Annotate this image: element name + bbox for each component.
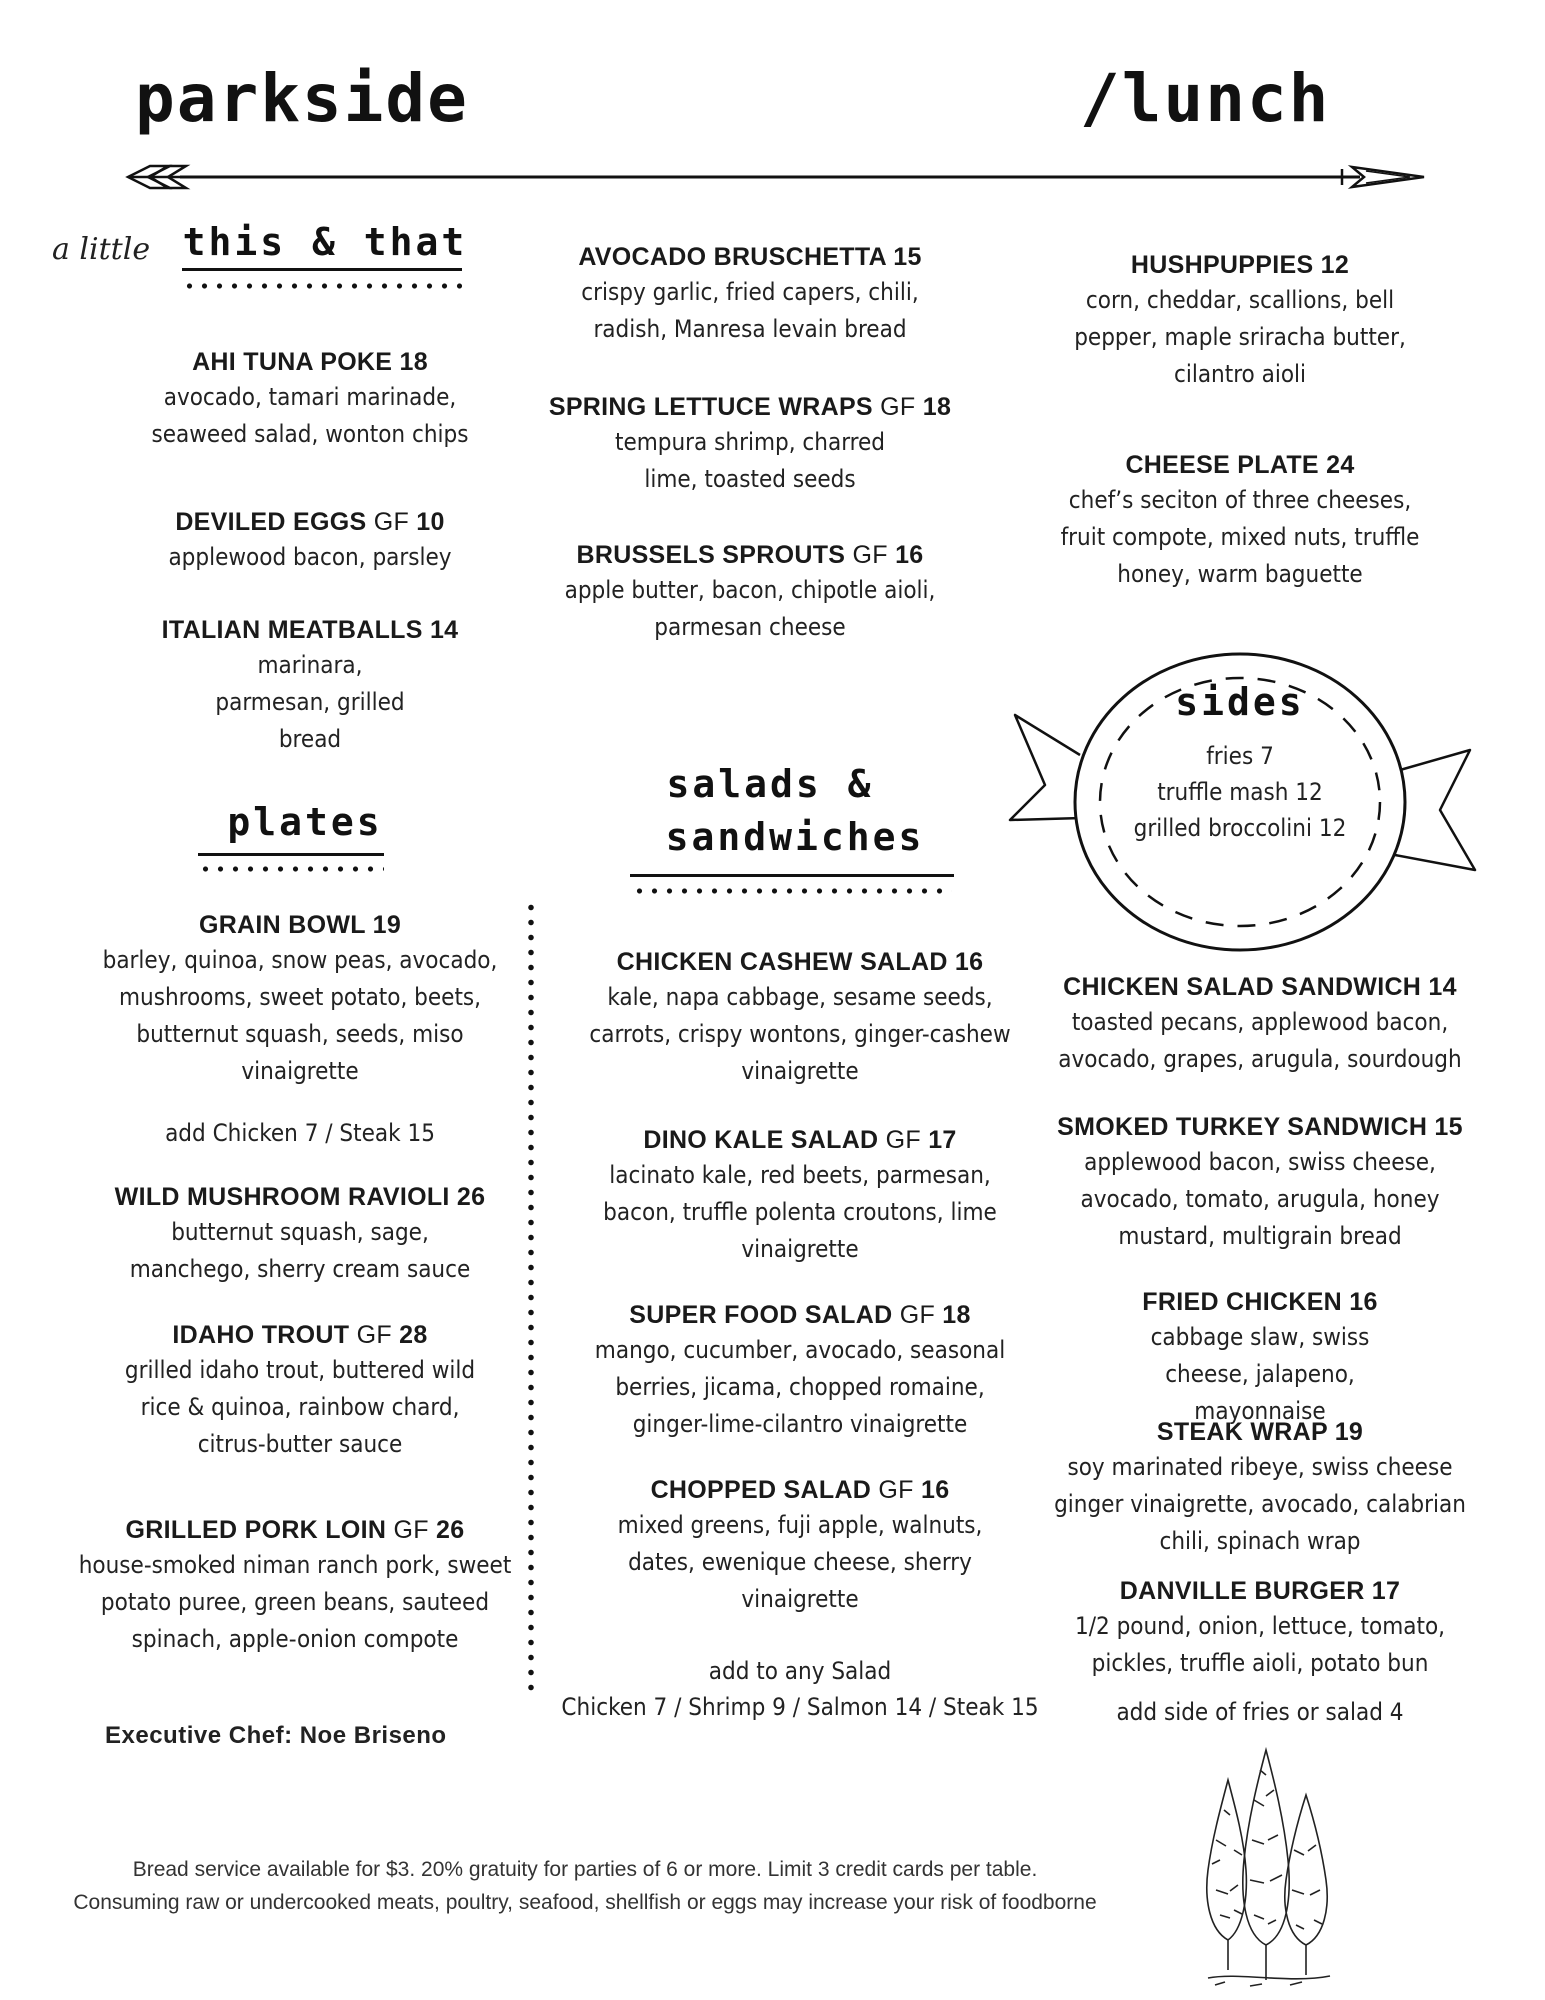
item-desc: butternut squash, sage, manchego, sherry cream sauce bbox=[129, 1218, 471, 1283]
menu-item bbox=[580, 1123, 1020, 1268]
item-desc: marinara, parmesan, grilled bread bbox=[215, 651, 405, 753]
item-desc: chef’s seciton of three cheeses, fruit compote, mixed nuts, truffle honey, warm baguette bbox=[1060, 486, 1420, 588]
item-price: 26 bbox=[436, 1516, 465, 1544]
item-name: SMOKED TURKEY SANDWICH 15 bbox=[1057, 1113, 1463, 1141]
gf-label: GF bbox=[366, 508, 417, 536]
item-desc: corn, cheddar, scallions, bell pepper, maple sriracha butter, cilantro aioli bbox=[1074, 286, 1406, 388]
item-name: DINO KALE SALAD bbox=[643, 1126, 879, 1154]
item-price: 17 bbox=[928, 1126, 957, 1154]
gf-label: GF bbox=[878, 1126, 929, 1154]
item-name: HUSHPUPPIES 12 bbox=[1130, 251, 1350, 279]
item-desc: applewood bacon, parsley bbox=[168, 543, 452, 571]
menu-item bbox=[1040, 448, 1440, 593]
item-name: DEVILED EGGS bbox=[175, 508, 367, 536]
menu-item bbox=[1040, 1285, 1480, 1430]
item-name: BRUSSELS SPROUTS bbox=[576, 541, 846, 569]
item-name: IDAHO TROUT bbox=[172, 1321, 350, 1349]
menu-item bbox=[70, 1513, 520, 1658]
menu-item bbox=[85, 908, 515, 1090]
item-name: CHOPPED SALAD bbox=[650, 1476, 872, 1504]
item-price: 16 bbox=[895, 541, 924, 569]
item-desc: crispy garlic, fried capers, chili, radish, Manresa levain bread bbox=[581, 278, 919, 343]
menu-item bbox=[1040, 1110, 1480, 1255]
item-name: CHEESE PLATE 24 bbox=[1125, 451, 1355, 479]
item-desc: cabbage slaw, swiss cheese, jalapeno, mayonnaise bbox=[1150, 1323, 1370, 1425]
item-price: 10 bbox=[416, 508, 445, 536]
heading-underline bbox=[182, 268, 462, 271]
item-desc: grilled idaho trout, buttered wild rice & quinoa, rainbow chard, citrus-butter sauce bbox=[124, 1356, 476, 1458]
item-name: CHICKEN SALAD SANDWICH 14 bbox=[1063, 973, 1457, 1001]
menu-item bbox=[580, 1298, 1020, 1443]
item-desc: kale, napa cabbage, sesame seeds, carrots, crispy wontons, ginger-cashew vinaigrette bbox=[589, 983, 1011, 1085]
item-desc: avocado, tamari marinade, seaweed salad, wonton chips bbox=[151, 383, 469, 448]
menu-item bbox=[580, 1473, 1020, 1618]
menu-item bbox=[540, 538, 960, 646]
meal-title: /lunch bbox=[1080, 60, 1331, 137]
section-title-this-that: this & that bbox=[182, 220, 468, 264]
gf-label: GF bbox=[872, 393, 923, 421]
item-name: FRIED CHICKEN 16 bbox=[1142, 1288, 1378, 1316]
side-item: grilled broccolini 12 bbox=[1133, 814, 1347, 842]
item-price: 18 bbox=[942, 1301, 971, 1329]
item-desc: barley, quinoa, snow peas, avocado, mushrooms, sweet potato, beets, butternut squash, seeds, miso vinaigrette bbox=[102, 946, 498, 1085]
item-price: 18 bbox=[922, 393, 952, 421]
gf-label: GF bbox=[349, 1321, 400, 1349]
heading-dots bbox=[198, 866, 384, 872]
menu-item bbox=[540, 390, 960, 498]
menu-item bbox=[540, 240, 960, 348]
sides-list bbox=[1110, 738, 1370, 846]
gf-label: GF bbox=[845, 541, 896, 569]
item-desc: toasted pecans, applewood bacon, avocado, grapes, arugula, sourdough bbox=[1058, 1008, 1462, 1073]
item-desc: house-smoked niman ranch pork, sweet potato puree, green beans, sauteed spinach, apple-onion compote bbox=[78, 1551, 512, 1653]
heading-underline bbox=[198, 853, 384, 856]
item-desc: soy marinated ribeye, swiss cheese ginger vinaigrette, avocado, calabrian chili, spinach wrap bbox=[1054, 1453, 1466, 1555]
item-price: 28 bbox=[399, 1321, 428, 1349]
brand-title: parkside bbox=[135, 60, 469, 137]
item-name: GRAIN BOWL 19 bbox=[198, 911, 402, 939]
gf-label: GF bbox=[871, 1476, 921, 1504]
salads-addon-note bbox=[555, 1653, 1045, 1725]
item-desc: mango, cucumber, avocado, seasonal berries, jicama, chopped romaine, ginger-lime-cilantro vinaigrette bbox=[594, 1336, 1006, 1438]
item-name: SPRING LETTUCE WRAPS bbox=[548, 393, 873, 421]
footer-line-2: Consuming raw or undercooked meats, poultry, seafood, shellfish or eggs may increase your risk of foodborne bbox=[73, 1891, 1097, 1914]
sandwiches-addon-note: add side of fries or salad 4 bbox=[1116, 1698, 1404, 1726]
section-title-sides: sides bbox=[1175, 680, 1305, 724]
gf-label: GF bbox=[386, 1516, 437, 1544]
menu-item bbox=[110, 345, 510, 453]
menu-item bbox=[110, 505, 510, 576]
item-desc: mixed greens, fuji apple, walnuts, dates, ewenique cheese, sherry vinaigrette bbox=[617, 1511, 983, 1613]
item-desc: 1/2 pound, onion, lettuce, tomato, pickles, truffle aioli, potato bun bbox=[1074, 1612, 1446, 1677]
salads-addon-prices: Chicken 7 / Shrimp 9 / Salmon 14 / Steak 15 bbox=[561, 1693, 1039, 1721]
heading-dots bbox=[632, 888, 952, 894]
menu-item bbox=[1040, 970, 1480, 1078]
item-price: 16 bbox=[920, 1476, 950, 1504]
footer-notice bbox=[20, 1853, 1150, 1919]
item-name: SUPER FOOD SALAD bbox=[629, 1301, 893, 1329]
item-desc: tempura shrimp, charred lime, toasted seeds bbox=[615, 428, 885, 493]
menu-item bbox=[85, 1318, 515, 1463]
item-desc: lacinato kale, red beets, parmesan, bacon, truffle polenta croutons, lime vinaigrette bbox=[603, 1161, 997, 1263]
side-item: truffle mash 12 bbox=[1157, 778, 1323, 806]
menu-item bbox=[1040, 1415, 1480, 1560]
menu-item bbox=[1040, 1574, 1480, 1682]
menu-item bbox=[580, 945, 1020, 1090]
item-desc: apple butter, bacon, chipotle aioli, parmesan cheese bbox=[564, 576, 936, 641]
heading-underline bbox=[630, 874, 954, 877]
section-title-salads-line1: salads & bbox=[666, 762, 874, 806]
footer-line-1: Bread service available for $3. 20% gratuity for parties of 6 or more. Limit 3 credit cards per table. bbox=[132, 1858, 1038, 1881]
heading-dots bbox=[182, 283, 462, 289]
menu-item bbox=[85, 1180, 515, 1288]
gf-label: GF bbox=[892, 1301, 943, 1329]
executive-chef-credit: Executive Chef: Noe Briseno bbox=[105, 1722, 447, 1749]
item-name: AVOCADO BRUSCHETTA 15 bbox=[578, 243, 922, 271]
menu-item bbox=[110, 613, 510, 758]
menu-item bbox=[1040, 248, 1440, 393]
section-title-plates: plates bbox=[227, 800, 383, 844]
item-name: GRILLED PORK LOIN bbox=[125, 1516, 387, 1544]
plates-addon-note: add Chicken 7 / Steak 15 bbox=[165, 1119, 435, 1147]
item-name: STEAK WRAP 19 bbox=[1156, 1418, 1364, 1446]
item-name: AHI TUNA POKE 18 bbox=[192, 348, 428, 376]
section-prefix: a little bbox=[52, 232, 151, 267]
salads-addon-title: add to any Salad bbox=[708, 1657, 892, 1685]
section-title-salads-line2: sandwiches bbox=[665, 815, 925, 859]
item-name: WILD MUSHROOM RAVIOLI 26 bbox=[114, 1183, 486, 1211]
arrow-divider-icon bbox=[120, 160, 1430, 194]
column-divider bbox=[528, 900, 534, 1692]
item-name: DANVILLE BURGER 17 bbox=[1119, 1577, 1401, 1605]
item-name: ITALIAN MEATBALLS 14 bbox=[161, 616, 459, 644]
trees-illustration-icon bbox=[1190, 1740, 1340, 1990]
item-name: CHICKEN CASHEW SALAD 16 bbox=[616, 948, 984, 976]
side-item: fries 7 bbox=[1206, 742, 1274, 770]
item-desc: applewood bacon, swiss cheese, avocado, tomato, arugula, honey mustard, multigrain bread bbox=[1080, 1148, 1440, 1250]
